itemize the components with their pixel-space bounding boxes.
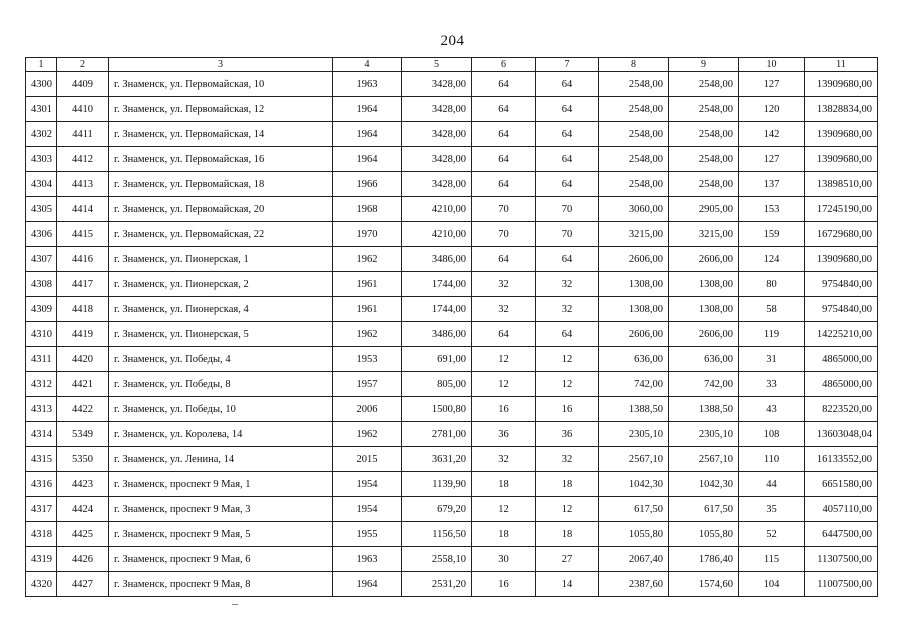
apartments-count-cell: 64: [472, 322, 536, 347]
table-row: [26, 472, 878, 497]
object-id-cell: 4411: [57, 122, 109, 147]
apartments-count-cell-2: 16: [536, 397, 599, 422]
column-header-6: 6: [472, 58, 536, 72]
row-number-cell: 4301: [26, 97, 57, 122]
apartments-count-cell-2: 64: [536, 147, 599, 172]
residents-count-cell: 44: [739, 472, 805, 497]
address-cell: г. Знаменск, ул. Пионерская, 4: [109, 297, 333, 322]
table-row: [26, 72, 878, 97]
cost-cell: 13828834,00: [805, 97, 878, 122]
table-row: [26, 122, 878, 147]
row-number-cell: 4309: [26, 297, 57, 322]
row-number-cell: 4318: [26, 522, 57, 547]
living-area-cell: 2548,00: [599, 122, 669, 147]
cost-cell: 4057110,00: [805, 497, 878, 522]
year-built-cell: 1964: [333, 122, 402, 147]
cost-cell: 13909680,00: [805, 72, 878, 97]
apartments-count-cell: 36: [472, 422, 536, 447]
cost-cell: 13909680,00: [805, 247, 878, 272]
row-number-cell: 4306: [26, 222, 57, 247]
living-area-cell-2: 2548,00: [669, 147, 739, 172]
living-area-cell-2: 1786,40: [669, 547, 739, 572]
year-built-cell: 1961: [333, 297, 402, 322]
address-cell: г. Знаменск, проспект 9 Мая, 3: [109, 497, 333, 522]
table-row: [26, 397, 878, 422]
living-area-cell: 636,00: [599, 347, 669, 372]
table-row: [26, 422, 878, 447]
living-area-cell-2: 1574,60: [669, 572, 739, 597]
total-area-cell: 3428,00: [402, 72, 472, 97]
living-area-cell-2: 2567,10: [669, 447, 739, 472]
table-row: [26, 372, 878, 397]
cost-cell: 6447500,00: [805, 522, 878, 547]
apartments-count-cell: 12: [472, 372, 536, 397]
living-area-cell: 2548,00: [599, 172, 669, 197]
row-number-cell: 4307: [26, 247, 57, 272]
table-row: [26, 297, 878, 322]
object-id-cell: 5349: [57, 422, 109, 447]
year-built-cell: 1964: [333, 147, 402, 172]
year-built-cell: 1961: [333, 272, 402, 297]
column-header-11: 11: [805, 58, 878, 72]
total-area-cell: 3428,00: [402, 172, 472, 197]
year-built-cell: 1970: [333, 222, 402, 247]
residents-count-cell: 52: [739, 522, 805, 547]
address-cell: г. Знаменск, ул. Первомайская, 16: [109, 147, 333, 172]
living-area-cell-2: 2548,00: [669, 122, 739, 147]
apartments-count-cell: 18: [472, 472, 536, 497]
apartments-count-cell: 64: [472, 72, 536, 97]
column-header-8: 8: [599, 58, 669, 72]
table-row: [26, 197, 878, 222]
apartments-count-cell: 64: [472, 247, 536, 272]
object-id-cell: 4421: [57, 372, 109, 397]
apartments-count-cell-2: 18: [536, 522, 599, 547]
living-area-cell: 1308,00: [599, 272, 669, 297]
living-area-cell-2: 2548,00: [669, 72, 739, 97]
living-area-cell: 2606,00: [599, 322, 669, 347]
residents-count-cell: 119: [739, 322, 805, 347]
address-cell: г. Знаменск, ул. Первомайская, 12: [109, 97, 333, 122]
address-cell: г. Знаменск, проспект 9 Мая, 5: [109, 522, 333, 547]
apartments-count-cell-2: 12: [536, 497, 599, 522]
apartments-count-cell-2: 64: [536, 172, 599, 197]
object-id-cell: 4426: [57, 547, 109, 572]
object-id-cell: 4425: [57, 522, 109, 547]
apartments-count-cell: 16: [472, 397, 536, 422]
address-cell: г. Знаменск, ул. Победы, 10: [109, 397, 333, 422]
total-area-cell: 1500,80: [402, 397, 472, 422]
apartments-count-cell: 70: [472, 222, 536, 247]
living-area-cell-2: 1308,00: [669, 297, 739, 322]
living-area-cell: 2548,00: [599, 147, 669, 172]
apartments-count-cell: 64: [472, 172, 536, 197]
total-area-cell: 679,20: [402, 497, 472, 522]
year-built-cell: 1966: [333, 172, 402, 197]
residents-count-cell: 142: [739, 122, 805, 147]
column-header-1: 1: [26, 58, 57, 72]
total-area-cell: 3486,00: [402, 322, 472, 347]
year-built-cell: 1962: [333, 322, 402, 347]
cost-cell: 14225210,00: [805, 322, 878, 347]
residents-count-cell: 110: [739, 447, 805, 472]
year-built-cell: 1954: [333, 497, 402, 522]
living-area-cell-2: 2548,00: [669, 172, 739, 197]
year-built-cell: 1964: [333, 572, 402, 597]
living-area-cell: 2387,60: [599, 572, 669, 597]
column-header-7: 7: [536, 58, 599, 72]
table-row: [26, 147, 878, 172]
total-area-cell: 3428,00: [402, 97, 472, 122]
living-area-cell: 2548,00: [599, 97, 669, 122]
apartments-count-cell: 16: [472, 572, 536, 597]
apartments-count-cell: 32: [472, 297, 536, 322]
apartments-count-cell: 12: [472, 497, 536, 522]
living-area-cell-2: 2548,00: [669, 97, 739, 122]
year-built-cell: 1963: [333, 72, 402, 97]
living-area-cell: 1388,50: [599, 397, 669, 422]
living-area-cell-2: 636,00: [669, 347, 739, 372]
residents-count-cell: 159: [739, 222, 805, 247]
page-number: 204: [440, 33, 465, 49]
apartments-count-cell-2: 12: [536, 347, 599, 372]
residents-count-cell: 137: [739, 172, 805, 197]
row-number-cell: 4316: [26, 472, 57, 497]
cost-cell: 4865000,00: [805, 372, 878, 397]
living-area-cell: 2305,10: [599, 422, 669, 447]
object-id-cell: 4415: [57, 222, 109, 247]
table-row: [26, 97, 878, 122]
row-number-cell: 4312: [26, 372, 57, 397]
address-cell: г. Знаменск, ул. Первомайская, 18: [109, 172, 333, 197]
apartments-count-cell-2: 12: [536, 372, 599, 397]
residents-count-cell: 33: [739, 372, 805, 397]
total-area-cell: 1744,00: [402, 297, 472, 322]
row-number-cell: 4319: [26, 547, 57, 572]
apartments-count-cell-2: 32: [536, 447, 599, 472]
year-built-cell: 1953: [333, 347, 402, 372]
residents-count-cell: 31: [739, 347, 805, 372]
column-header-5: 5: [402, 58, 472, 72]
row-number-cell: 4317: [26, 497, 57, 522]
total-area-cell: 3428,00: [402, 122, 472, 147]
table-row: [26, 172, 878, 197]
residents-count-cell: 120: [739, 97, 805, 122]
living-area-cell-2: 2606,00: [669, 322, 739, 347]
residents-count-cell: 127: [739, 72, 805, 97]
apartments-count-cell-2: 64: [536, 322, 599, 347]
table-row: [26, 272, 878, 297]
row-number-cell: 4310: [26, 322, 57, 347]
cost-cell: 13898510,00: [805, 172, 878, 197]
living-area-cell-2: 1042,30: [669, 472, 739, 497]
apartments-count-cell: 70: [472, 197, 536, 222]
living-area-cell-2: 1055,80: [669, 522, 739, 547]
apartments-count-cell-2: 32: [536, 272, 599, 297]
row-number-cell: 4314: [26, 422, 57, 447]
object-id-cell: 4424: [57, 497, 109, 522]
living-area-cell: 3060,00: [599, 197, 669, 222]
object-id-cell: 4423: [57, 472, 109, 497]
row-number-cell: 4302: [26, 122, 57, 147]
object-id-cell: 5350: [57, 447, 109, 472]
apartments-count-cell-2: 70: [536, 197, 599, 222]
address-cell: г. Знаменск, ул. Королева, 14: [109, 422, 333, 447]
apartments-count-cell: 64: [472, 147, 536, 172]
row-number-cell: 4308: [26, 272, 57, 297]
object-id-cell: 4417: [57, 272, 109, 297]
table-row: [26, 247, 878, 272]
table-body: [26, 72, 878, 597]
cost-cell: 9754840,00: [805, 272, 878, 297]
object-id-cell: 4427: [57, 572, 109, 597]
apartments-count-cell: 12: [472, 347, 536, 372]
apartments-count-cell-2: 36: [536, 422, 599, 447]
column-header-4: 4: [333, 58, 402, 72]
apartments-count-cell: 64: [472, 97, 536, 122]
address-cell: г. Знаменск, ул. Первомайская, 14: [109, 122, 333, 147]
table-row: [26, 547, 878, 572]
living-area-cell: 2606,00: [599, 247, 669, 272]
living-area-cell-2: 1308,00: [669, 272, 739, 297]
living-area-cell-2: 742,00: [669, 372, 739, 397]
living-area-cell: 1042,30: [599, 472, 669, 497]
object-id-cell: 4419: [57, 322, 109, 347]
column-header-2: 2: [57, 58, 109, 72]
scan-mark: [232, 604, 238, 605]
column-header-10: 10: [739, 58, 805, 72]
row-number-cell: 4315: [26, 447, 57, 472]
year-built-cell: 1964: [333, 97, 402, 122]
year-built-cell: 2006: [333, 397, 402, 422]
cost-cell: 17245190,00: [805, 197, 878, 222]
apartments-count-cell: 32: [472, 272, 536, 297]
address-cell: г. Знаменск, проспект 9 Мая, 6: [109, 547, 333, 572]
cost-cell: 4865000,00: [805, 347, 878, 372]
apartments-count-cell-2: 14: [536, 572, 599, 597]
living-area-cell: 3215,00: [599, 222, 669, 247]
cost-cell: 6651580,00: [805, 472, 878, 497]
year-built-cell: 1968: [333, 197, 402, 222]
cost-cell: 9754840,00: [805, 297, 878, 322]
apartments-count-cell-2: 27: [536, 547, 599, 572]
living-area-cell: 1055,80: [599, 522, 669, 547]
residents-count-cell: 80: [739, 272, 805, 297]
row-number-cell: 4304: [26, 172, 57, 197]
apartments-count-cell: 18: [472, 522, 536, 547]
table-row: [26, 322, 878, 347]
total-area-cell: 1744,00: [402, 272, 472, 297]
object-id-cell: 4420: [57, 347, 109, 372]
cost-cell: 11007500,00: [805, 572, 878, 597]
apartments-count-cell-2: 64: [536, 122, 599, 147]
residents-count-cell: 35: [739, 497, 805, 522]
apartments-count-cell-2: 70: [536, 222, 599, 247]
housing-registry-table: [25, 57, 878, 597]
row-number-cell: 4305: [26, 197, 57, 222]
residents-count-cell: 108: [739, 422, 805, 447]
column-header-3: 3: [109, 58, 333, 72]
residents-count-cell: 104: [739, 572, 805, 597]
row-number-cell: 4313: [26, 397, 57, 422]
object-id-cell: 4414: [57, 197, 109, 222]
living-area-cell: 742,00: [599, 372, 669, 397]
apartments-count-cell-2: 64: [536, 247, 599, 272]
total-area-cell: 2531,20: [402, 572, 472, 597]
row-number-cell: 4320: [26, 572, 57, 597]
apartments-count-cell-2: 32: [536, 297, 599, 322]
total-area-cell: 2558,10: [402, 547, 472, 572]
address-cell: г. Знаменск, ул. Победы, 4: [109, 347, 333, 372]
column-header-9: 9: [669, 58, 739, 72]
apartments-count-cell: 30: [472, 547, 536, 572]
residents-count-cell: 127: [739, 147, 805, 172]
address-cell: г. Знаменск, ул. Пионерская, 5: [109, 322, 333, 347]
cost-cell: 16133552,00: [805, 447, 878, 472]
year-built-cell: 1963: [333, 547, 402, 572]
living-area-cell-2: 617,50: [669, 497, 739, 522]
address-cell: г. Знаменск, ул. Пионерская, 1: [109, 247, 333, 272]
total-area-cell: 3428,00: [402, 147, 472, 172]
row-number-cell: 4311: [26, 347, 57, 372]
address-cell: г. Знаменск, ул. Первомайская, 22: [109, 222, 333, 247]
apartments-count-cell-2: 18: [536, 472, 599, 497]
object-id-cell: 4412: [57, 147, 109, 172]
table-row: [26, 497, 878, 522]
living-area-cell-2: 2305,10: [669, 422, 739, 447]
apartments-count-cell: 64: [472, 122, 536, 147]
living-area-cell-2: 3215,00: [669, 222, 739, 247]
row-number-cell: 4303: [26, 147, 57, 172]
object-id-cell: 4416: [57, 247, 109, 272]
year-built-cell: 1962: [333, 422, 402, 447]
cost-cell: 13603048,04: [805, 422, 878, 447]
living-area-cell-2: 2905,00: [669, 197, 739, 222]
object-id-cell: 4410: [57, 97, 109, 122]
address-cell: г. Знаменск, ул. Пионерская, 2: [109, 272, 333, 297]
apartments-count-cell: 32: [472, 447, 536, 472]
address-cell: г. Знаменск, ул. Первомайская, 20: [109, 197, 333, 222]
address-cell: г. Знаменск, ул. Победы, 8: [109, 372, 333, 397]
year-built-cell: 1962: [333, 247, 402, 272]
residents-count-cell: 153: [739, 197, 805, 222]
year-built-cell: 1957: [333, 372, 402, 397]
table-row: [26, 522, 878, 547]
year-built-cell: 1955: [333, 522, 402, 547]
total-area-cell: 4210,00: [402, 197, 472, 222]
row-number-cell: 4300: [26, 72, 57, 97]
residents-count-cell: 124: [739, 247, 805, 272]
residents-count-cell: 58: [739, 297, 805, 322]
year-built-cell: 1954: [333, 472, 402, 497]
cost-cell: 16729680,00: [805, 222, 878, 247]
year-built-cell: 2015: [333, 447, 402, 472]
table-header-row: [26, 58, 878, 72]
object-id-cell: 4409: [57, 72, 109, 97]
total-area-cell: 805,00: [402, 372, 472, 397]
cost-cell: 11307500,00: [805, 547, 878, 572]
table-row: [26, 447, 878, 472]
total-area-cell: 2781,00: [402, 422, 472, 447]
living-area-cell: 2567,10: [599, 447, 669, 472]
living-area-cell-2: 2606,00: [669, 247, 739, 272]
cost-cell: 8223520,00: [805, 397, 878, 422]
object-id-cell: 4413: [57, 172, 109, 197]
total-area-cell: 1139,90: [402, 472, 472, 497]
apartments-count-cell-2: 64: [536, 72, 599, 97]
object-id-cell: 4422: [57, 397, 109, 422]
cost-cell: 13909680,00: [805, 122, 878, 147]
total-area-cell: 4210,00: [402, 222, 472, 247]
table-row: [26, 347, 878, 372]
cost-cell: 13909680,00: [805, 147, 878, 172]
table-row: [26, 222, 878, 247]
living-area-cell: 2548,00: [599, 72, 669, 97]
address-cell: г. Знаменск, ул. Ленина, 14: [109, 447, 333, 472]
residents-count-cell: 43: [739, 397, 805, 422]
total-area-cell: 1156,50: [402, 522, 472, 547]
address-cell: г. Знаменск, проспект 9 Мая, 8: [109, 572, 333, 597]
address-cell: г. Знаменск, ул. Первомайская, 10: [109, 72, 333, 97]
table-row: [26, 572, 878, 597]
address-cell: г. Знаменск, проспект 9 Мая, 1: [109, 472, 333, 497]
apartments-count-cell-2: 64: [536, 97, 599, 122]
residents-count-cell: 115: [739, 547, 805, 572]
total-area-cell: 3631,20: [402, 447, 472, 472]
object-id-cell: 4418: [57, 297, 109, 322]
living-area-cell-2: 1388,50: [669, 397, 739, 422]
living-area-cell: 617,50: [599, 497, 669, 522]
total-area-cell: 3486,00: [402, 247, 472, 272]
living-area-cell: 1308,00: [599, 297, 669, 322]
living-area-cell: 2067,40: [599, 547, 669, 572]
total-area-cell: 691,00: [402, 347, 472, 372]
